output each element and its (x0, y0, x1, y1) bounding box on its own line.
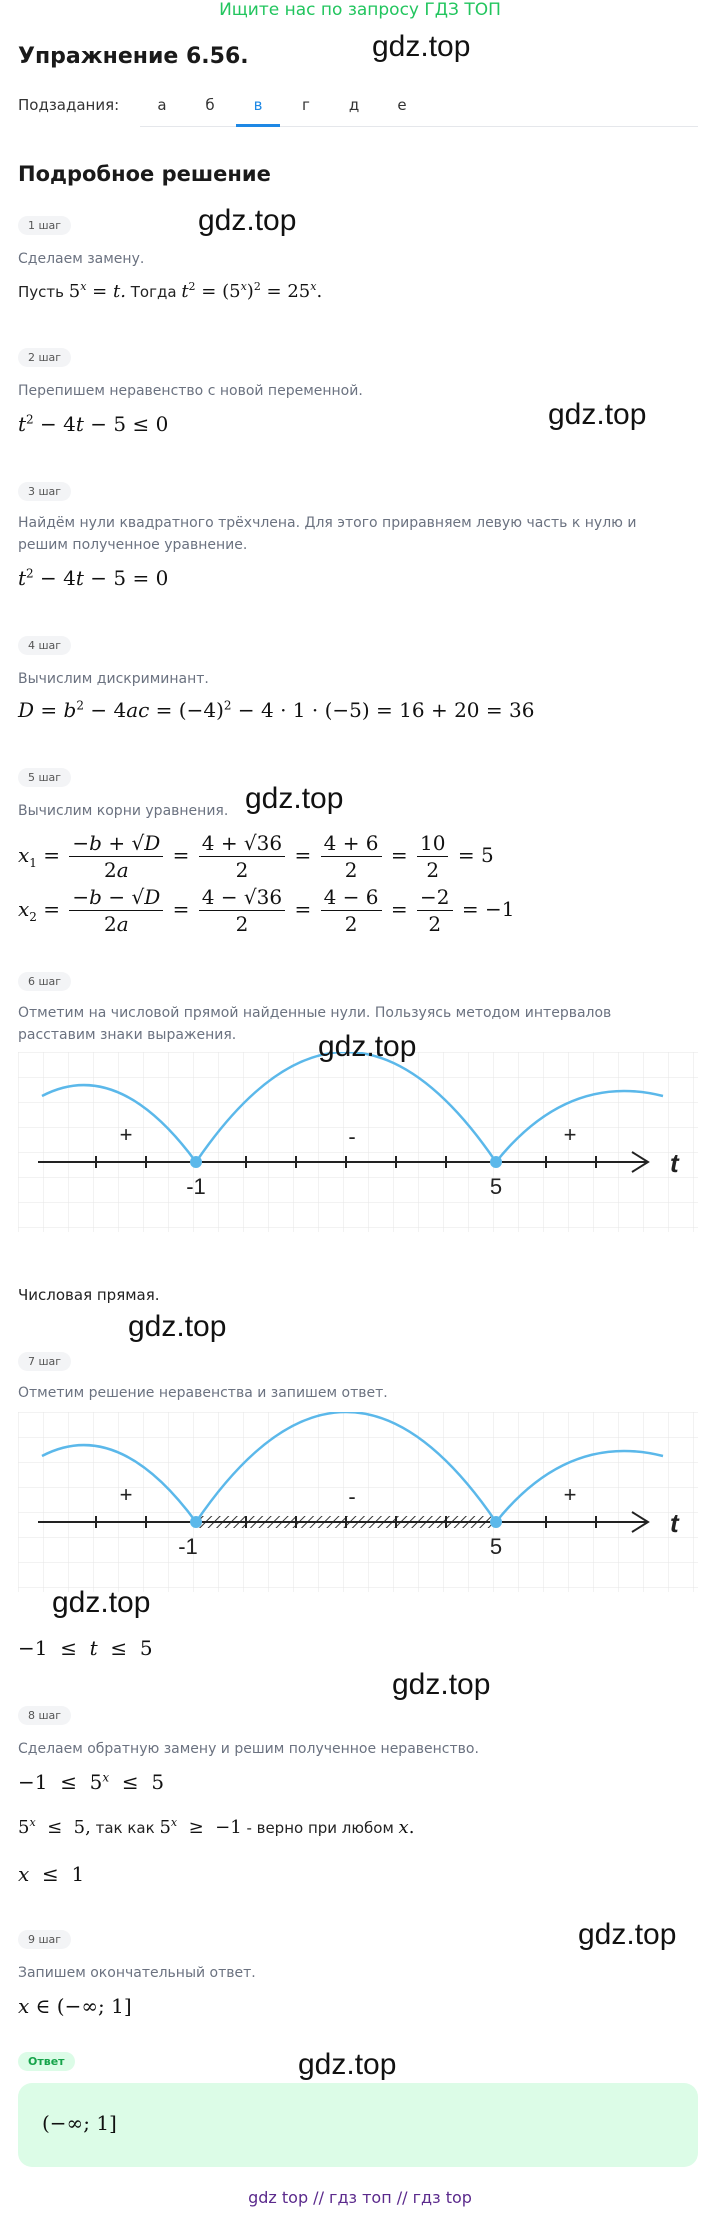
step-badge: 1 шаг (18, 216, 71, 235)
figure-caption: Числовая прямая. (18, 1286, 160, 1304)
step-description: Найдём нули квадратного трёхчлена. Для этого приравняем левую часть к нулю и решим полученное уравнение. (18, 515, 637, 553)
point-label: -1 (186, 1174, 206, 1199)
step-text: Тогда (130, 283, 177, 301)
number-line-solution-figure (18, 1412, 698, 1592)
watermark: gdz.top (245, 782, 344, 815)
step-formula: $x_2$ = $\frac{-b - √D}{2a}$ = $\frac{4 - √36}{2}$ = $\frac{4 - 6}{2}$ = $\frac{-2}{2}$ = −1 (18, 885, 515, 936)
step-badge: 9 шаг (18, 1930, 71, 1949)
answer-box (18, 2083, 698, 2167)
step-description: Отметим решение неравенства и запишем ответ. (18, 1385, 388, 1401)
step-formula: $D = b^2 - 4ac = (-4)^2 - 4 \cdot 1 \cdot (-5) = 16 + 20 = 36$ (18, 698, 535, 722)
interval-sign: - (348, 1124, 356, 1149)
point-label: 5 (489, 1174, 503, 1199)
watermark: gdz.top (52, 1586, 151, 1619)
tab-g[interactable]: г (302, 96, 310, 114)
step-description: Вычислим корни уравнения. (18, 803, 229, 819)
step-badge: 6 шаг (18, 972, 71, 991)
step-description: Вычислим дискриминант. (18, 671, 209, 687)
tab-a[interactable]: а (157, 96, 167, 114)
active-tab-indicator (236, 124, 280, 127)
step-badge: 7 шаг (18, 1352, 71, 1371)
tab-v[interactable]: в (253, 96, 263, 114)
zero-point (190, 1516, 202, 1528)
axis-variable: t (670, 1148, 679, 1178)
step-formula: x ≤ 1 (18, 1862, 85, 1886)
page-title: Упражнение 6.56. (18, 44, 249, 69)
watermark: gdz.top (372, 30, 471, 63)
footer-links[interactable]: gdz top // гдз топ // гдз top (248, 2188, 472, 2207)
step-formula: −1 ≤ t ≤ 5 (18, 1636, 153, 1660)
interval-sign: - (348, 1484, 356, 1509)
step-formula: $x_1$ = $\frac{-b + √D}{2a}$ = $\frac{4 + √36}{2}$ = $\frac{4 + 6}{2}$ = $\frac{10}{2}$ = 5 (18, 831, 494, 882)
interval-sign: + (119, 1122, 133, 1147)
watermark: gdz.top (548, 398, 647, 431)
step-description: Отметим на числовой прямой найденные нули. Пользуясь методом интервалов расставим знаки выражения. (18, 1005, 612, 1043)
step-formula: 5$^x$ ≤ 5, так как 5$^x$ ≥ −1 - верно при любом x. (18, 1816, 415, 1838)
search-banner[interactable]: Ищите нас по запросу ГДЗ ТОП (219, 0, 501, 20)
tab-b[interactable]: б (205, 96, 215, 114)
answer-value: (−∞; 1] (42, 2111, 117, 2135)
step-badge: 8 шаг (18, 1706, 71, 1725)
step-text: Пусть (18, 283, 64, 301)
step-formula: $t^2 - 4t - 5 \le 0$ (18, 412, 169, 436)
step-text: - верно при любом (246, 1819, 394, 1837)
zero-point (490, 1156, 502, 1168)
interval-sign: + (563, 1482, 577, 1507)
point-label: -1 (178, 1534, 198, 1559)
step-description: Сделаем замену. (18, 251, 145, 267)
tab-e[interactable]: е (397, 96, 407, 114)
section-title: Подробное решение (18, 162, 271, 186)
zero-point (490, 1516, 502, 1528)
step-text: так как (95, 1819, 155, 1837)
step-formula: Пусть 5$^x$ = t. Тогда $t^2 = (5^x)^2 = 25^x$. (18, 280, 323, 302)
step-formula: −1 ≤ 5$^x$ ≤ 5 (18, 1770, 165, 1794)
subtasks-tabs (140, 84, 698, 127)
step-formula: $t^2 - 4t - 5 = 0$ (18, 566, 169, 590)
step-description: Перепишем неравенство с новой переменной. (18, 383, 363, 399)
watermark: gdz.top (298, 2048, 397, 2081)
watermark: gdz.top (578, 1918, 677, 1951)
step-badge: 3 шаг (18, 482, 71, 501)
axis-variable: t (670, 1508, 679, 1538)
step-description: Запишем окончательный ответ. (18, 1965, 256, 1981)
watermark: gdz.top (128, 1310, 227, 1343)
step-description: Сделаем обратную замену и решим полученное неравенство. (18, 1741, 479, 1757)
interval-sign: + (563, 1122, 577, 1147)
tab-d[interactable]: д (348, 96, 360, 114)
interval-sign: + (119, 1482, 133, 1507)
watermark: gdz.top (318, 1030, 417, 1063)
step-formula: x ∈ (−∞; 1] (18, 1994, 132, 2018)
step-badge: 2 шаг (18, 348, 71, 367)
zero-point (190, 1156, 202, 1168)
step-badge: 5 шаг (18, 768, 71, 787)
number-line-figure (18, 1052, 698, 1232)
watermark: gdz.top (392, 1668, 491, 1701)
point-label: 5 (489, 1534, 503, 1559)
answer-badge: Ответ (18, 2052, 75, 2071)
watermark: gdz.top (198, 204, 297, 237)
subtasks-label: Подзадания: (18, 96, 120, 114)
step-badge: 4 шаг (18, 636, 71, 655)
